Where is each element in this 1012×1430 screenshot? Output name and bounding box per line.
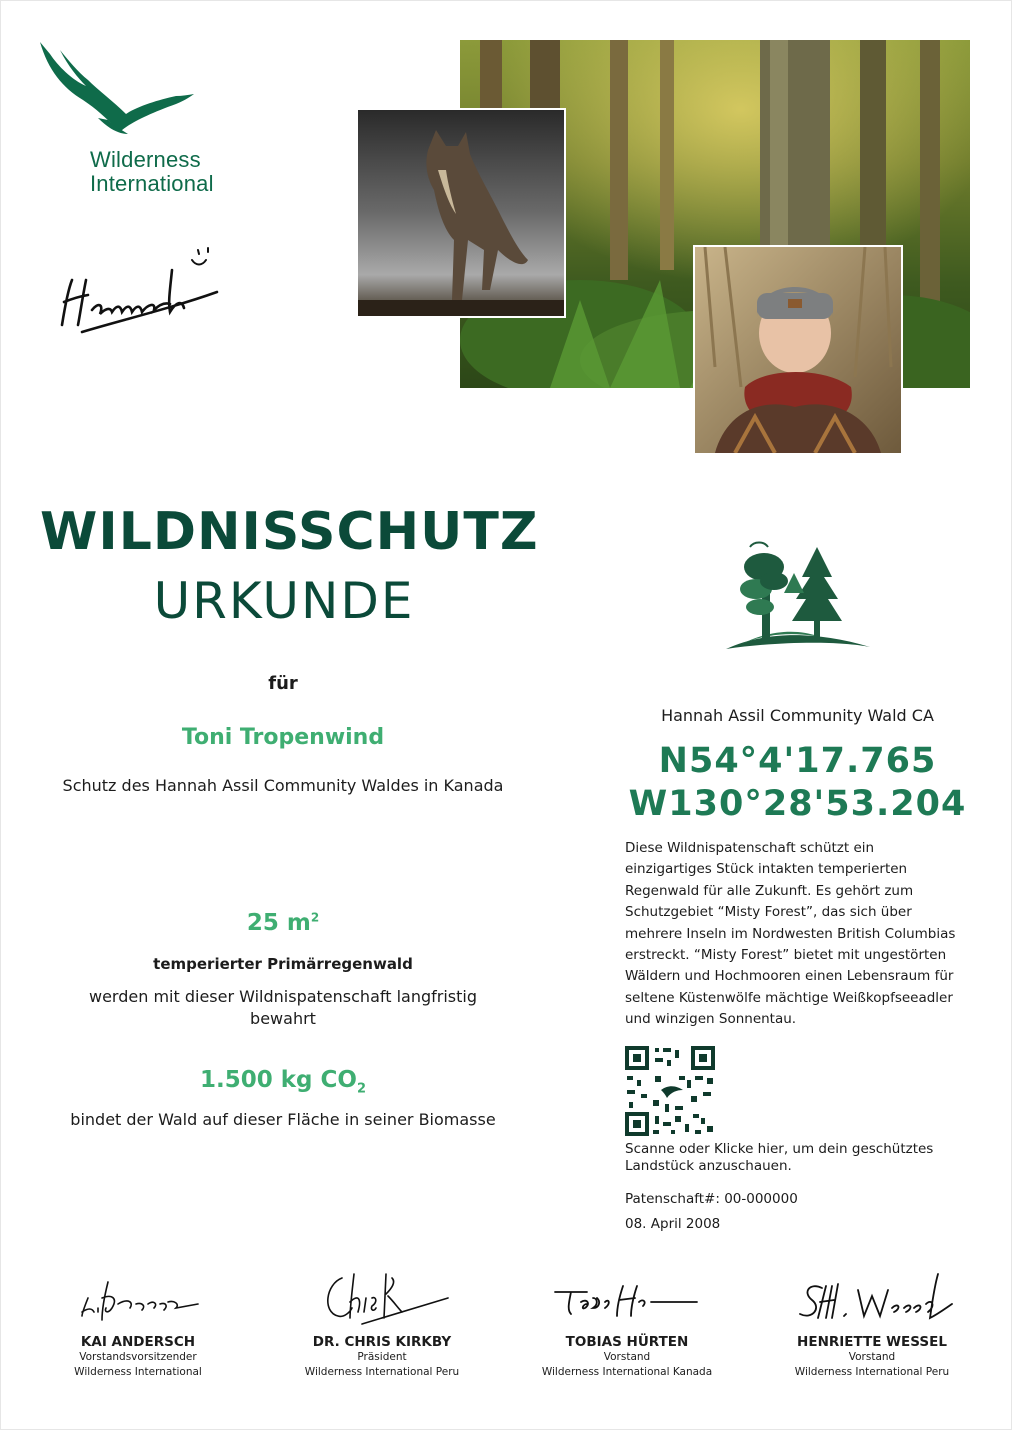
area-value: 25 $m^2$ (246, 910, 320, 936)
longitude: W130°28'53.204 (628, 784, 967, 824)
signatory-org: Wilderness International Peru (304, 1366, 460, 1378)
signatory-org: Wilderness International (74, 1366, 202, 1378)
signatory-role: Vorstand (603, 1351, 651, 1363)
area-description: werden mit dieser Wildnispatenschaft langfristig bewahrt (89, 987, 477, 1028)
latitude: N54°4'17.765 (658, 741, 937, 781)
wilderness-international-logo[interactable] (38, 40, 258, 200)
signatory-role: Vorstandsvorsitzender (79, 1351, 197, 1363)
certificate-subtitle: URKUNDE (153, 572, 415, 630)
signatory-4 (762, 1268, 982, 1380)
signature-henriette-wessel (782, 1268, 962, 1330)
forest-emblem-icon (720, 537, 876, 657)
scan-link-text[interactable]: Scanne oder Klicke hier, um dein geschütztes Landstück anzuschauen. (625, 1141, 934, 1174)
forest-location-name: Hannah Assil Community Wald CA (661, 706, 934, 725)
signatory-org: Wilderness International Kanada (541, 1366, 713, 1378)
forest-type: temperierter Primärregenwald (153, 955, 413, 973)
signatory-name: KAI ANDERSCH (80, 1334, 196, 1350)
location-description: Diese Wildnispatenschaft schützt ein einzigartiges Stück intakten temperierten Regenwald für alle Zukunft. Es gehört zum Schutzgebiet “Misty Forest”, das sich über mehrere Inseln im Nordwesten British Columbias erstreckt. “Misty Forest” bietet mit ungestörten Wäldern und Hochmooren einen Lebensraum für seltene Küstenwölfe mächtige Weißkopfseeadler und winzigen Sonnentau. (625, 840, 956, 1028)
portrait-photo (693, 245, 903, 455)
signatory-name: DR. CHRIS KIRKBY (312, 1334, 452, 1350)
signature-chris-kirkby (312, 1268, 452, 1330)
signatory-2 (272, 1268, 492, 1380)
sponsorship-number: Patenschaft#: 00-000000 (625, 1191, 798, 1207)
signatory-role: Vorstand (848, 1351, 896, 1363)
signatory-name: HENRIETTE WESSEL (797, 1334, 947, 1350)
signatory-org: Wilderness International Peru (794, 1366, 950, 1378)
wolf-photo (356, 108, 566, 318)
co2-description: bindet der Wald auf dieser Fläche in seiner Biomasse (70, 1110, 496, 1129)
recipient-name: Toni Tropenwind (181, 725, 385, 750)
certificate-title: WILDNISSCHUTZ (40, 502, 539, 562)
signatory-1 (28, 1268, 248, 1380)
protection-text: Schutz des Hannah Assil Community Waldes in Kanada (62, 776, 504, 795)
coordinates (625, 740, 970, 826)
signatory-name: TOBIAS HÜRTEN (565, 1334, 689, 1350)
eagle-icon (38, 40, 198, 140)
signature-kai-andersch (68, 1268, 208, 1330)
co2-value: 1.500 kg $CO_2$ (199, 1067, 366, 1097)
issue-date: 08. April 2008 (625, 1216, 721, 1232)
signatory-3 (517, 1268, 737, 1380)
logo-wordmark: Wilderness International (90, 147, 214, 196)
for-label: für (268, 673, 298, 694)
signature-tobias-huerten (547, 1268, 707, 1330)
signatory-role: Präsident (357, 1351, 407, 1363)
qr-code-icon[interactable] (625, 1046, 715, 1136)
hannah-signature (52, 240, 232, 340)
